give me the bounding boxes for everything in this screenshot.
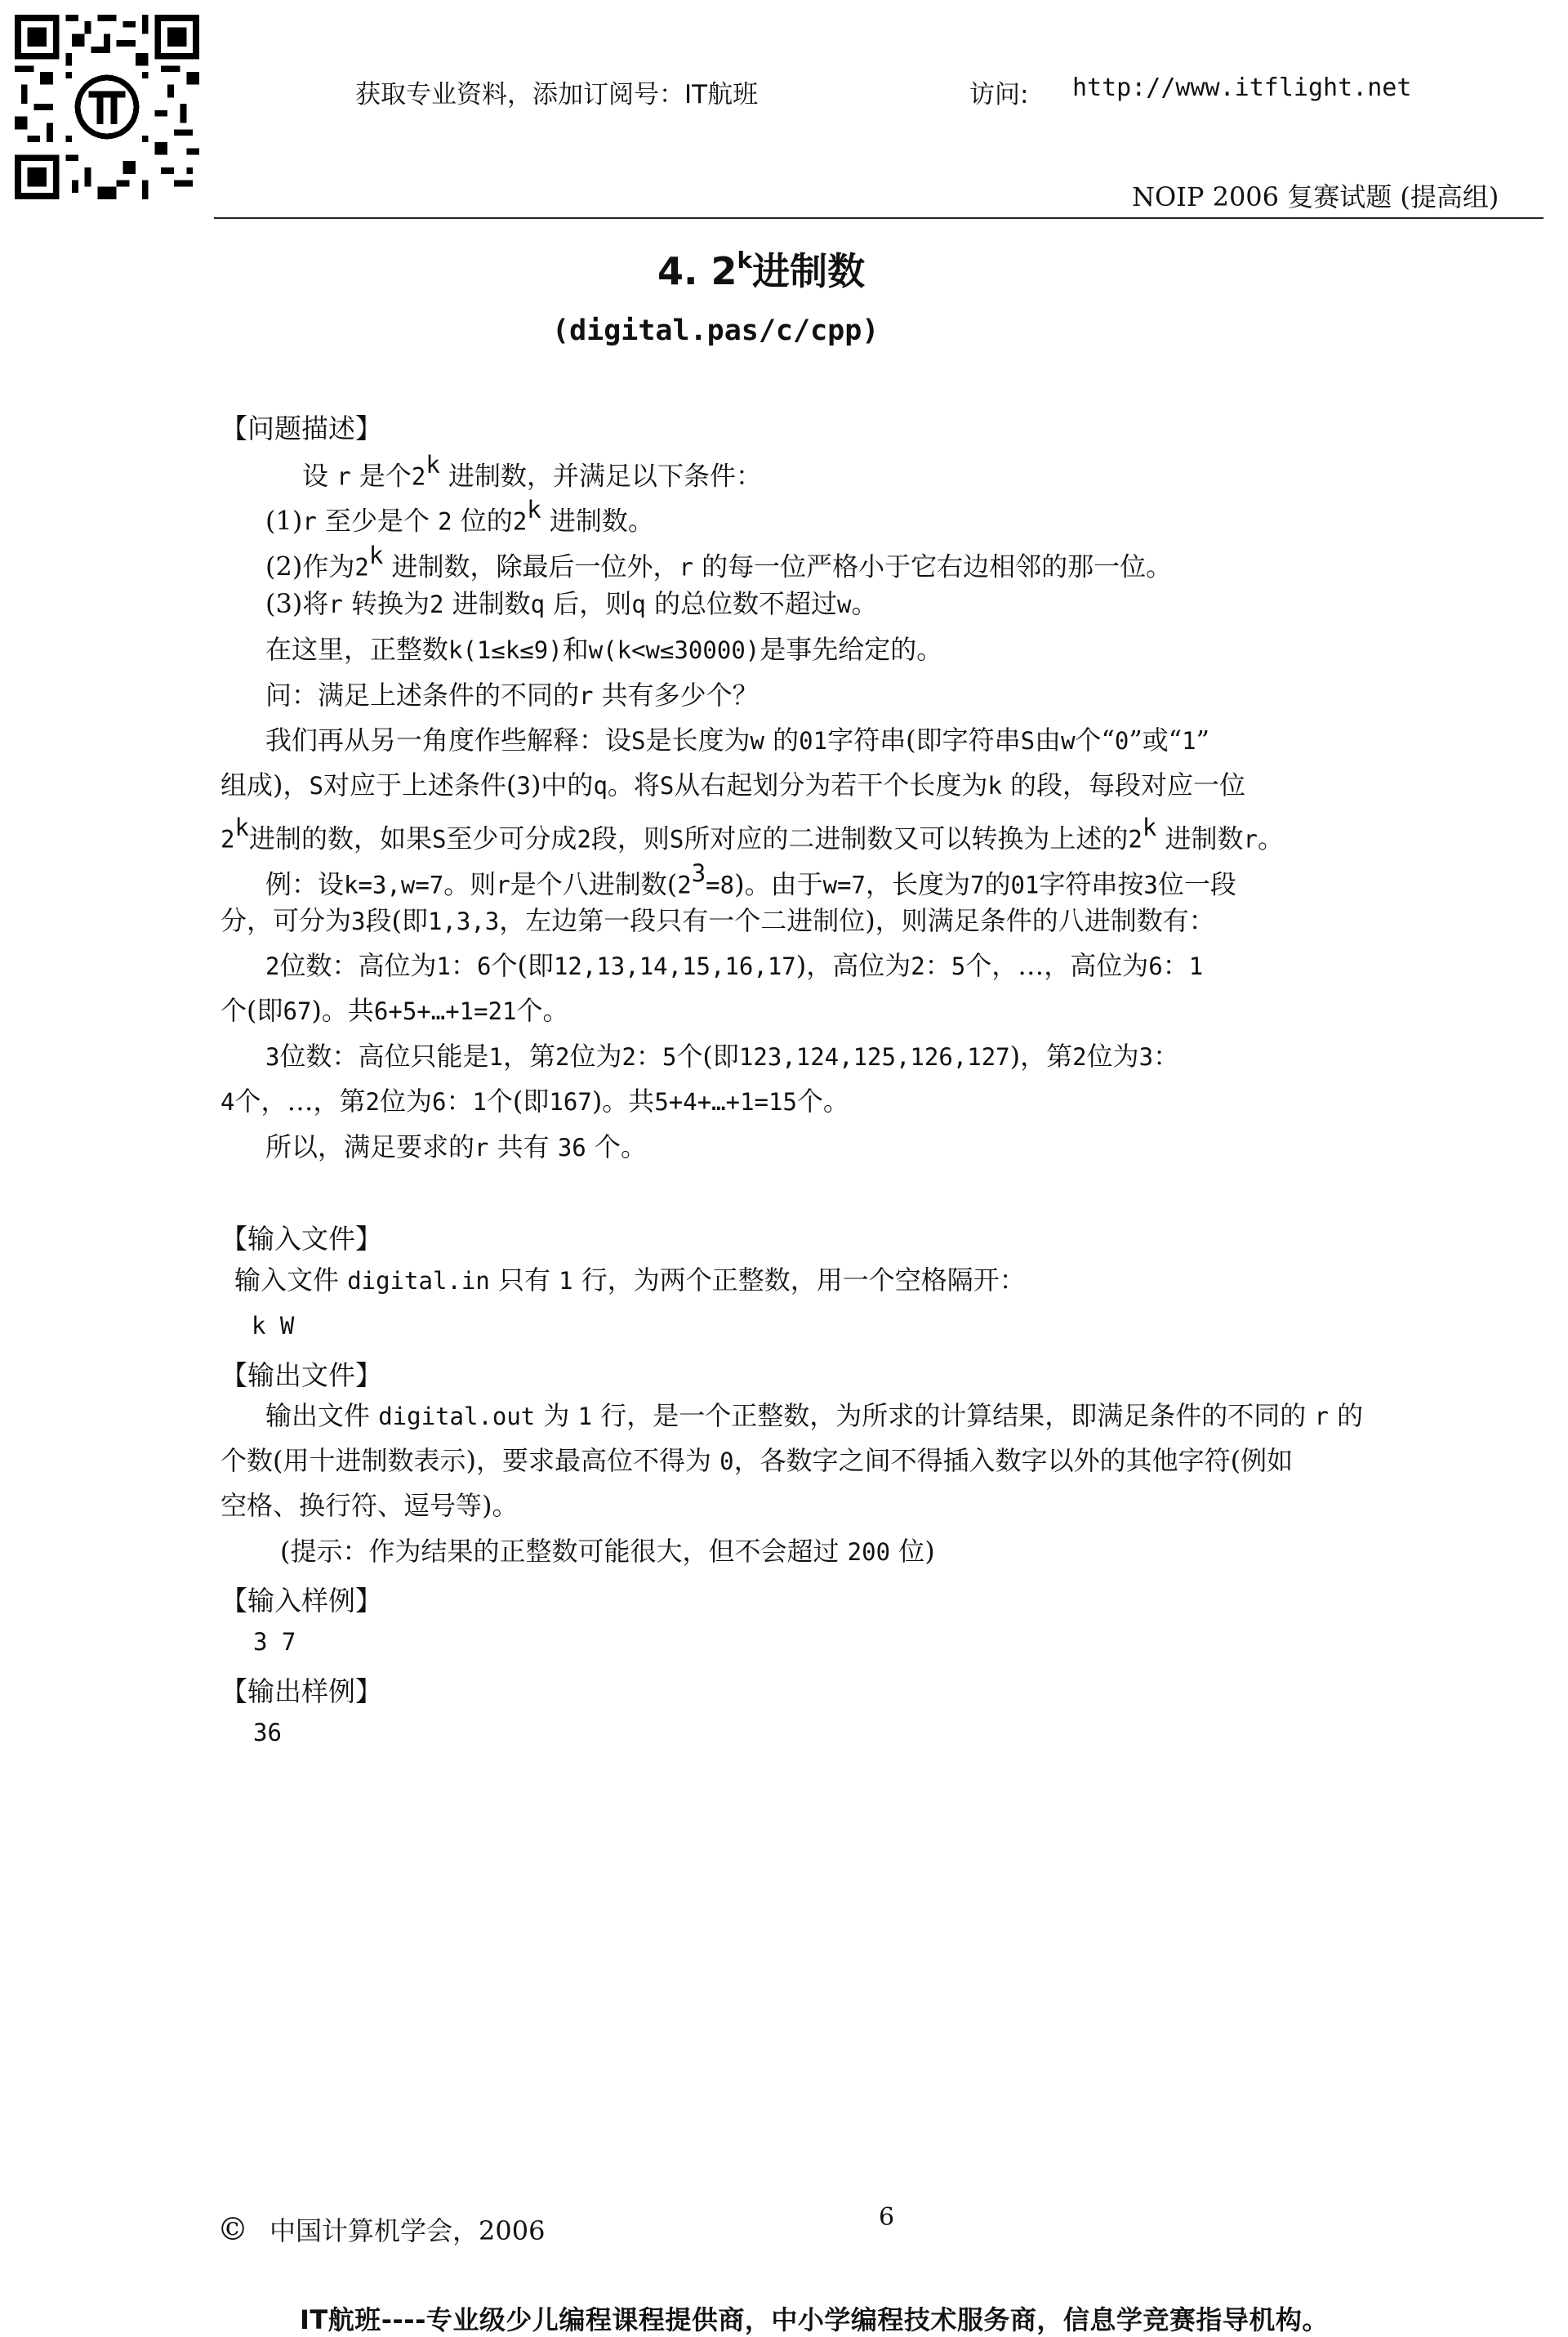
output-hint: (提示：作为结果的正整数可能很大，但不会超过 200 位) [280,1536,935,1567]
output-line-2: 个数(用十进制数表示)，要求最高位不得为 0，各数字之间不得插入数字以外的其他字符(例如 [220,1445,1294,1476]
header-divider [214,217,1544,219]
section-head-description: 【问题描述】 [220,413,382,444]
banner-url-link[interactable]: http://www.itflight.net [1072,74,1412,102]
desc-line-13: 个(即67)。共6+5+…+1=21个。 [220,995,569,1026]
desc-line-3: (2)作为2$^k$ 进制数，除最后一位外，r 的每一位严格小于它右边相邻的那一位。 [265,542,1173,582]
desc-line-2: (1)r 至少是个 2 位的2$^k$ 进制数。 [265,496,654,537]
problem-title [657,242,865,296]
problem-name: 进制数 [752,249,866,293]
banner-subscribe-text: 获取专业资料，添加订阅号：IT航班 [355,80,759,109]
desc-line-7: 我们再从另一角度作些解释：设S是长度为w 的01字符串(即字符串S由w个“0”或“1” [265,725,1209,756]
desc-line-15: 4个，…，第2位为6：1个(即167)。共5+4+…+1=15个。 [220,1086,849,1117]
section-head-input: 【输入文件】 [220,1223,382,1255]
problem-filename: (digital.pas/c/cpp) [552,314,880,347]
sample-output-value: 36 [253,1719,282,1746]
input-format: k W [252,1312,295,1340]
desc-line-12: 2位数：高位为1：6个(即12,13,14,15,16,17)，高位为2：5个，…，高位为6：1 [265,950,1204,981]
copyright-icon: © [217,2211,248,2247]
desc-line-16: 所以，满足要求的r 共有 36 个。 [265,1131,647,1162]
desc-line-8: 组成)，S对应于上述条件(3)中的q。将S从右起划分为若干个长度为k 的段，每段对应一位 [220,769,1246,801]
section-head-sample-input: 【输入样例】 [220,1585,382,1617]
section-head-output: 【输出文件】 [220,1359,382,1391]
desc-line-10: 例：设k=3,w=7。则r是个八进制数$(2^3=8)$。由于w=7，长度为7的01字符串按3位一段 [265,859,1236,900]
page-number: 6 [879,2203,895,2232]
banner-visit-label: 访问: [969,80,1029,109]
output-line-3: 空格、换行符、逗号等)。 [220,1490,519,1521]
desc-line-11: 分，可分为3段(即1,3,3，左边第一段只有一个二进制位)，则满足条件的八进制数有： [220,905,1215,936]
footer-org: 中国计算机学会，2006 [270,2215,546,2246]
desc-line-14: 3位数：高位只能是1，第2位为2：5个(即123,124,125,126,127)，第2位为3： [265,1041,1180,1072]
problem-exp: k [737,246,753,274]
problem-number: 4. [657,249,698,293]
desc-line-6: 问：满足上述条件的不同的r 共有多少个？ [265,680,759,711]
section-head-sample-output: 【输出样例】 [220,1675,382,1707]
problem-base: 2 [710,249,737,293]
sample-input-value: 3 7 [253,1628,296,1656]
desc-line-4: (3)将r 转换为2 进制数q 后，则q 的总位数不超过w。 [265,588,878,619]
input-line-1: 输入文件 digital.in 只有 1 行，为两个正整数，用一个空格隔开： [234,1264,1026,1296]
output-line-1: 输出文件 digital.out 为 1 行，是一个正整数，为所求的计算结果，即满足条件的不同的 r 的 [265,1400,1364,1431]
doc-title: NOIP 2006 复赛试题 (提高组) [1132,181,1499,212]
footer-copyright [217,2210,545,2248]
qr-code-image [15,15,199,199]
bottom-banner-text: IT航班----专业级少儿编程课程提供商，中小学编程技术服务商，信息学竞赛指导机构。 [300,2304,1329,2335]
desc-line-5: 在这里，正整数k(1≤k≤9)和w(k<w≤30000)是事先给定的。 [265,634,943,665]
desc-line-9: 2$^k$进制的数，如果S至少可分成2段，则S所对应的二进制数又可以转换为上述的2$^k$ 进制数r。 [220,814,1285,854]
desc-line-1: 设 r 是个2$^k$ 进制数，并满足以下条件： [302,451,762,492]
